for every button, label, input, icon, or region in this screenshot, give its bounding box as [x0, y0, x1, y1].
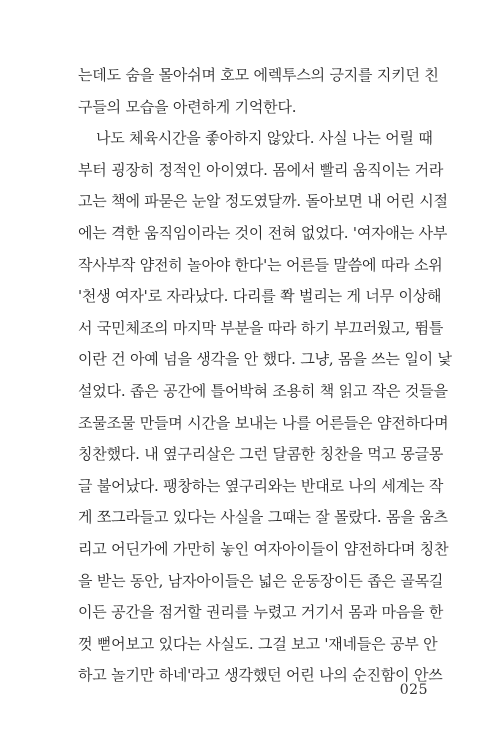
text-line: 껏 뻗어보고 있다는 사실도. 그걸 보고 '재네들은 공부 안: [78, 634, 438, 653]
text-line: 설었다. 좁은 공간에 틀어박혀 조용히 책 읽고 작은 것들을: [78, 381, 448, 400]
text-line: 작사부작 얌전히 놀아야 한다'는 어른들 말씀에 따라 소위: [78, 255, 443, 274]
text-line: 서 국민체조의 마지막 부분을 따라 하기 부끄러웠고, 뜀틀: [78, 318, 444, 337]
text-line: 칭찬했다. 내 옆구리살은 그런 달콤한 칭찬을 먹고 몽글몽: [78, 445, 444, 464]
text-line: 구들의 모습을 아련하게 기억한다.: [78, 97, 297, 116]
text-line: 게 쪼그라들고 있다는 사실을 그때는 잘 몰랐다. 몸을 움츠: [78, 508, 448, 527]
text-line: 이든 공간을 점거할 권리를 누렸고 거기서 몸과 마음을 한: [78, 603, 444, 622]
text-line: 는데도 숨을 몰아쉬며 호모 에렉투스의 긍지를 지키던 친: [78, 66, 439, 84]
text-line: 리고 어딘가에 가만히 놓인 여자아이들이 얌전하다며 칭찬: [78, 539, 449, 558]
text-line: 을 받는 동안, 남자아이들은 넓은 운동장이든 좁은 골목길: [78, 571, 444, 590]
text-line: 에는 격한 움직임이라는 것이 전혀 없었다. '여자애는 사부: [78, 223, 448, 242]
text-line: 부터 굉장히 정적인 아이였다. 몸에서 빨리 움직이는 거라: [78, 160, 444, 179]
text-line: '천생 여자'로 자라났다. 다리를 쫙 벌리는 게 너무 이상해: [78, 287, 442, 306]
text-line: 하고 놀기만 하네'라고 생각했던 어린 나의 순진함이 안쓰: [78, 666, 443, 685]
body-text: [78, 60, 452, 692]
text-line: 조물조물 만들며 시간을 보내는 나를 어른들은 얌전하다며: [78, 413, 449, 432]
text-line: 글 불어났다. 팽창하는 옆구리와는 반대로 나의 세계는 작: [78, 476, 444, 495]
text-line: 고는 책에 파묻은 눈알 정도였달까. 돌아보면 내 어린 시절: [78, 192, 448, 211]
text-line: 이란 건 아예 넘을 생각을 안 했다. 그냥, 몸을 쓰는 일이 낯: [78, 350, 452, 369]
text-line: 나도 체육시간을 좋아하지 않았다. 사실 나는 어릴 때: [96, 129, 433, 148]
page-number: 025: [399, 682, 428, 698]
